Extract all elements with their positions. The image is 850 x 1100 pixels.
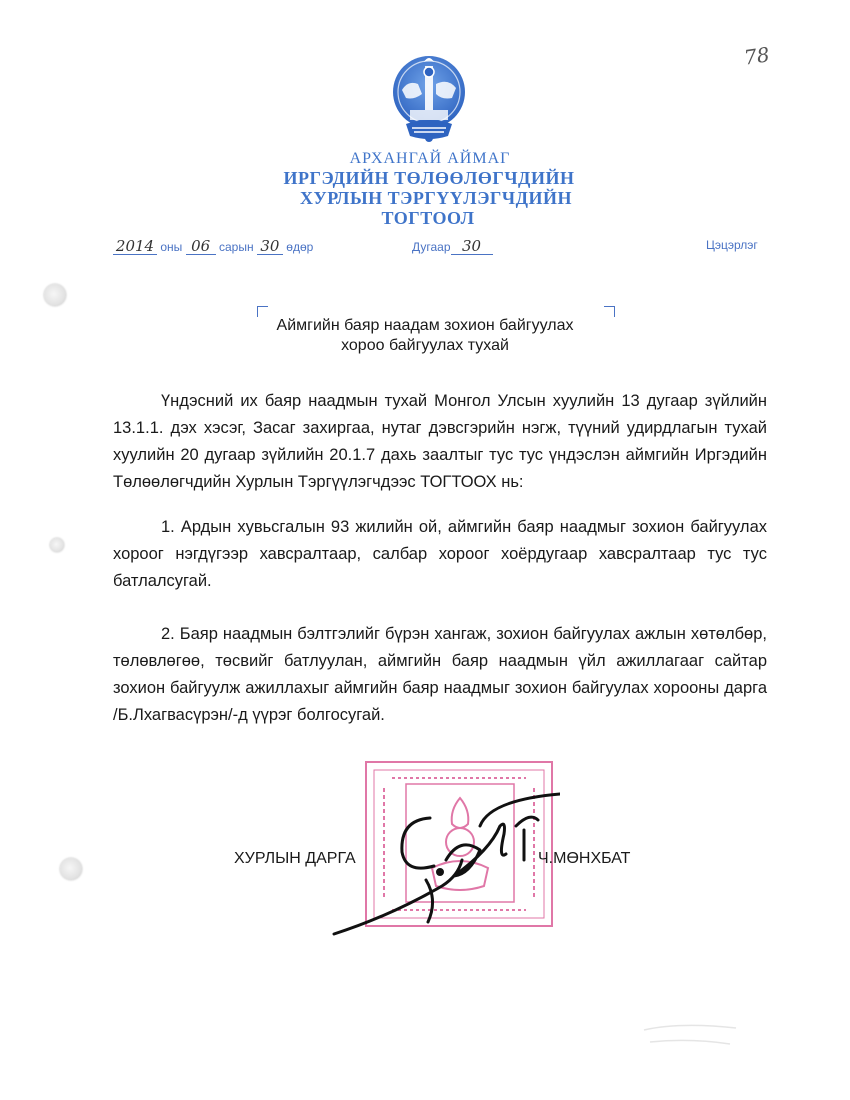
- document-subject: [0, 316, 850, 356]
- signatory-name: Ч.МӨНХБАТ: [538, 850, 631, 867]
- number-field: [412, 238, 493, 255]
- punch-hole: [60, 858, 82, 880]
- bleed-through-mark-icon: [640, 1010, 740, 1060]
- resolution-item-2: 2. Баяр наадмын бэлтгэлийг бүрэн хангаж, зохион байгуулах ажлын хөтөлбөр, төлөвлөгөө, төсвийг батлуулан, аймгийн баяр наадмын үйл ажиллагааг сайтар зохион байгуулж ажиллахыг аймгийн баяр наадмыг зохион байгуулах хорооны дарга /Б.Лхагвасүрэн/-д үүрэг болгосугай.: [113, 625, 767, 724]
- signatory-title: ХУРЛЫН ДАРГА: [234, 850, 356, 867]
- punch-hole: [50, 538, 64, 552]
- page-number: 78: [742, 42, 771, 70]
- subject-line2: хороо байгуулах тухай: [341, 337, 509, 354]
- resolution-item-1: 1. Ардын хувьсгалын 93 жилийн ой, аймгийн баяр наадмыг зохион байгуулах хороог нэгдүгээр хавсралтаар, салбар хороог хоёрдугаар хавсралтаар тус тус батлалсугай.: [113, 518, 767, 590]
- date-day: 30: [257, 238, 283, 255]
- punch-hole: [44, 284, 66, 306]
- date-year-label: оны: [160, 240, 183, 254]
- document-header: [0, 150, 850, 228]
- subject-line1: Аймгийн баяр наадам зохион байгуулах: [276, 317, 574, 334]
- header-doc-type: ТОГТООЛ: [381, 208, 475, 228]
- state-emblem-icon: [388, 50, 470, 146]
- date-month-label: сарын: [218, 240, 254, 254]
- date-month: 06: [186, 238, 216, 255]
- header-province: АРХАНГАЙ АЙМАГ: [349, 150, 511, 167]
- number-label: Дугаар: [412, 240, 451, 254]
- preamble-paragraph: Үндэсний их баяр наадмын тухай Монгол Улсын хуулийн 13 дугаар зүйлийн 13.1.1. дэх хэсэг, Засаг захиргаа, нутаг дэвсгэрийн нэгж, түүний удирдлагын тухай хуулийн 20 дугаар зүйлийн 20.1.7 дахь заалтыг тус тус үндэслэн аймгийн Иргэдийн Төлөөлөгчдийн Хурлын Тэргүүлэгчдээс ТОГТООХ нь:: [113, 392, 767, 491]
- document-number: 30: [451, 238, 493, 255]
- date-day-label: өдөр: [286, 240, 314, 254]
- handwritten-signature: [330, 790, 560, 940]
- header-body-line1: ИРГЭДИЙН ТӨЛӨӨЛӨГЧДИЙН: [283, 168, 575, 188]
- place-label: Цэцэрлэг: [706, 238, 758, 252]
- date-field: [113, 238, 313, 255]
- header-body-line2: ХУРЛЫН ТЭРГҮҮЛЭГЧДИЙН: [300, 188, 572, 208]
- date-year: 2014: [113, 238, 157, 255]
